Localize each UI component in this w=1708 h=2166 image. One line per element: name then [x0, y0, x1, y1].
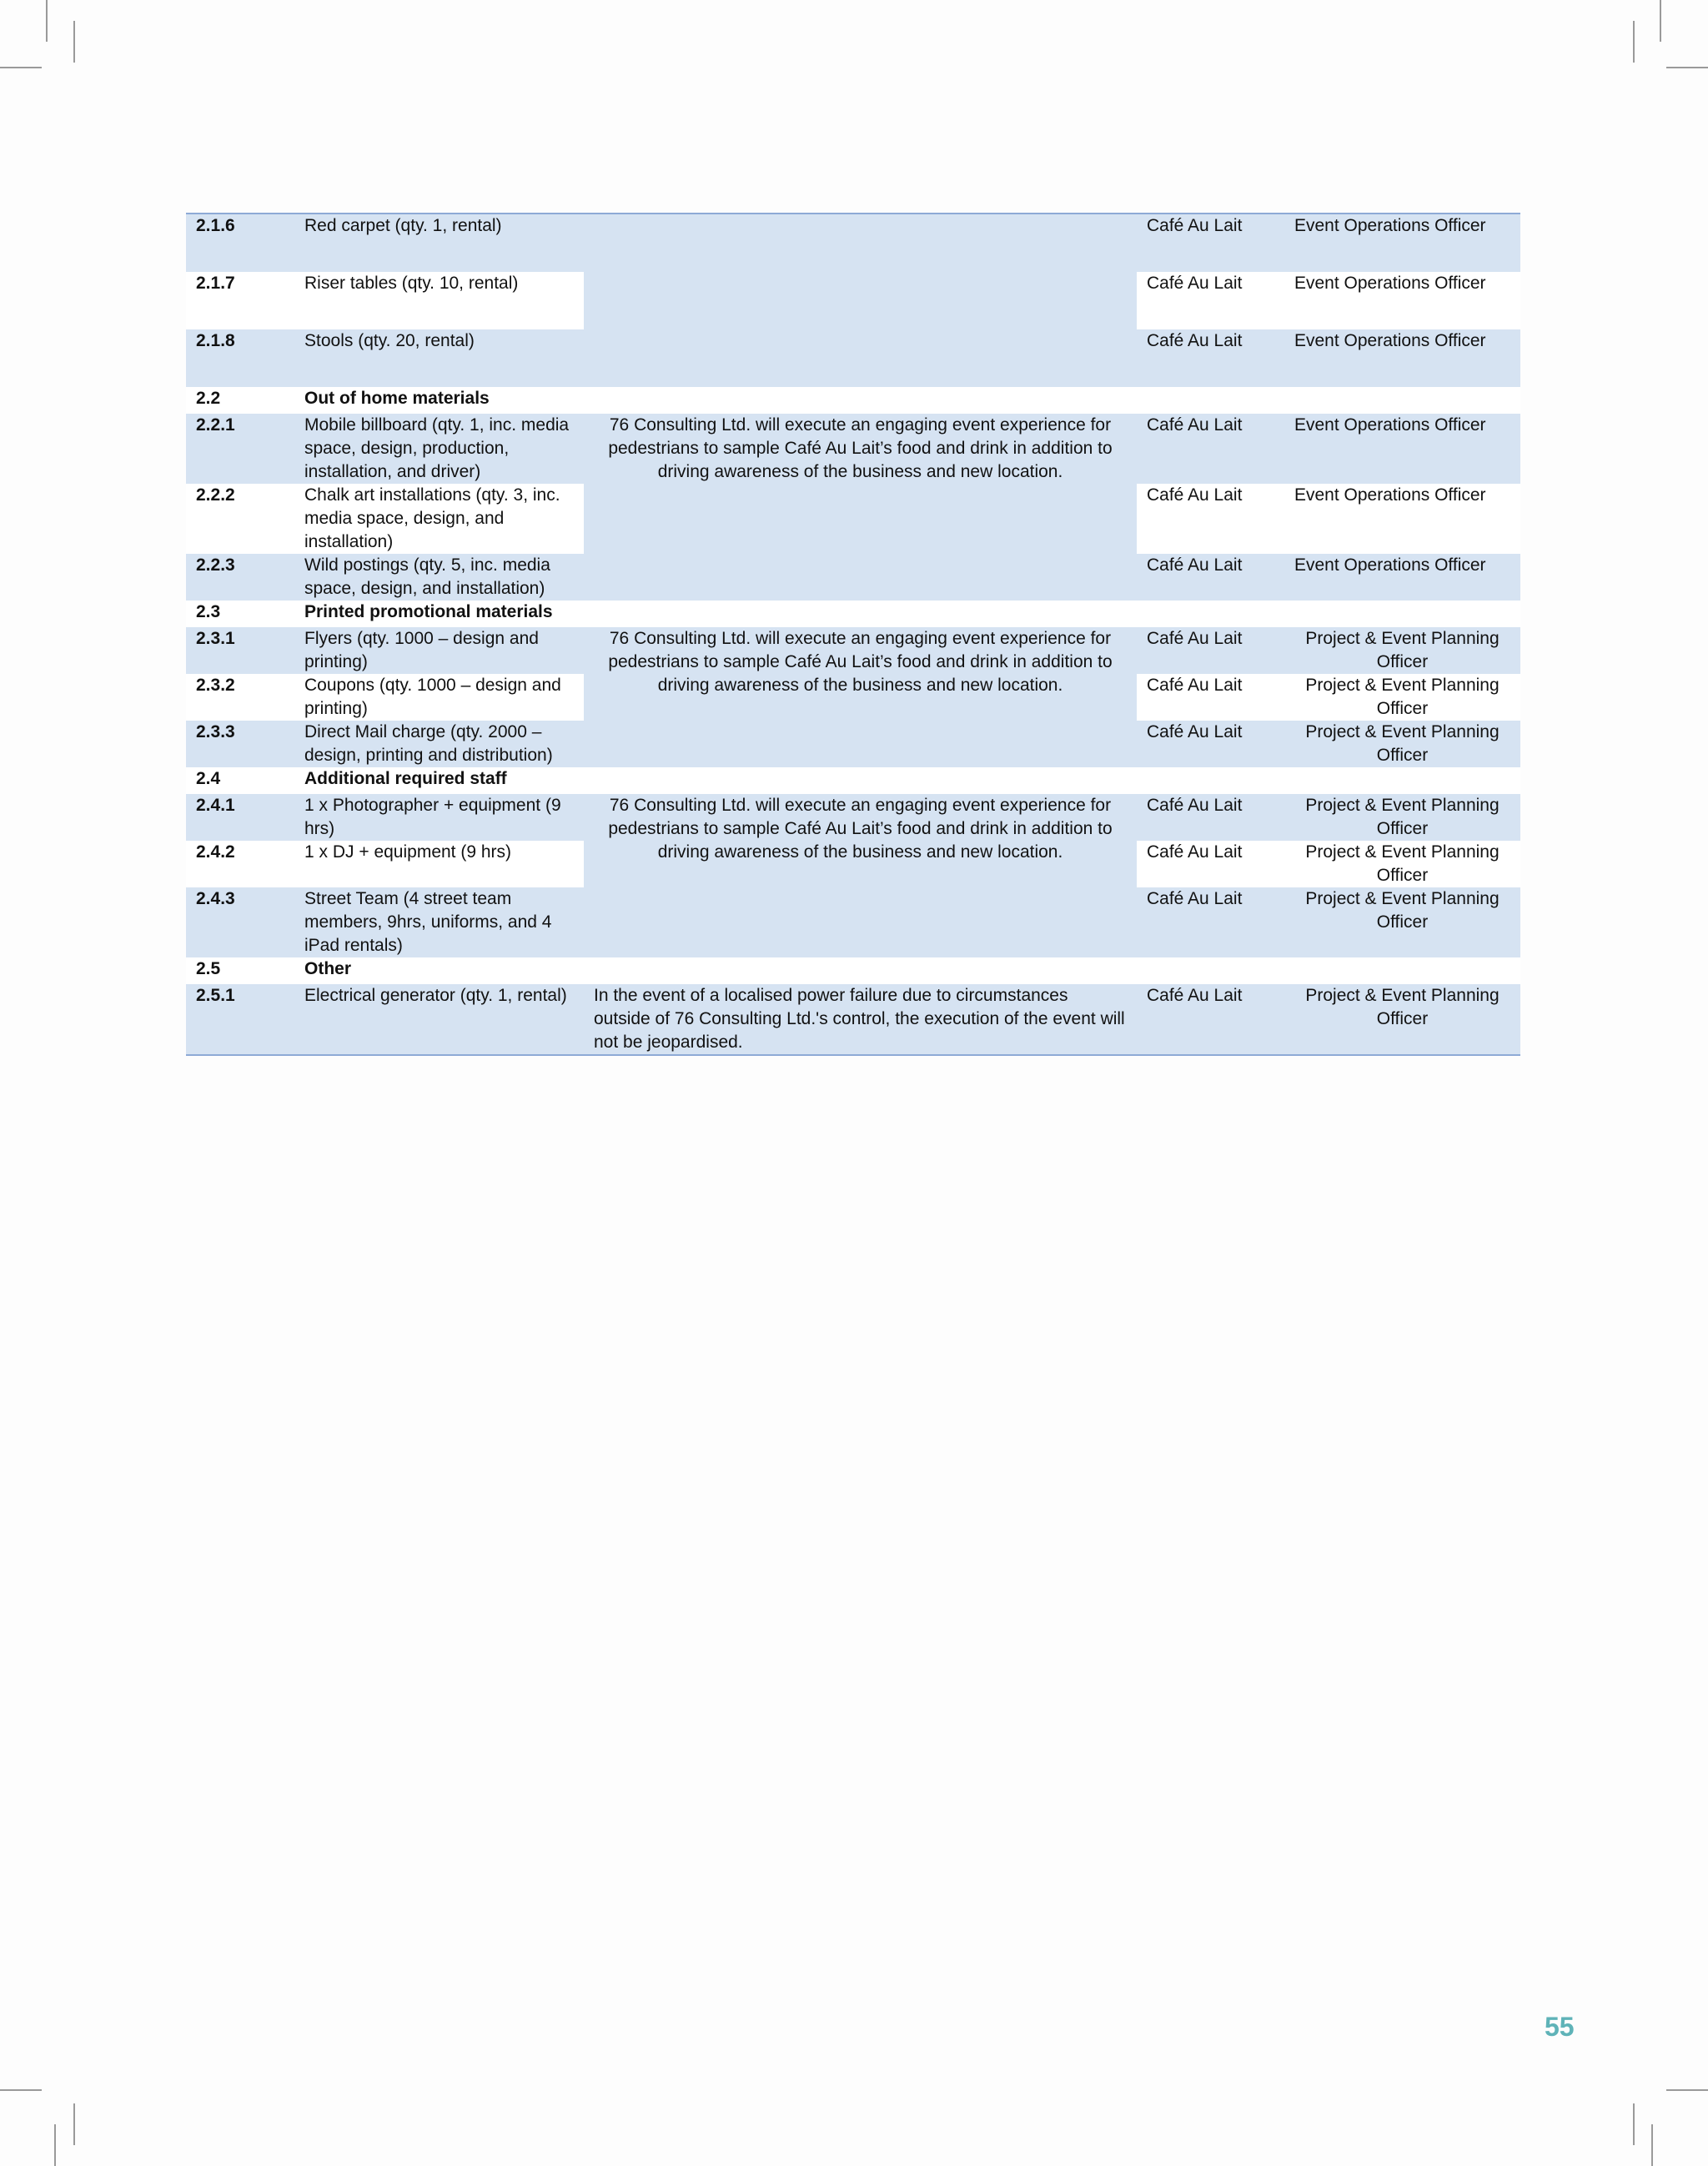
- item-number: 2.3.3: [186, 721, 294, 767]
- section-number: 2.2: [186, 387, 294, 414]
- crop-mark: [0, 67, 42, 68]
- item-number: 2.2.3: [186, 554, 294, 601]
- role-cell: Event Operations Officer: [1284, 329, 1520, 387]
- table-row: [186, 214, 1520, 272]
- section-title: Out of home materials: [294, 387, 1520, 414]
- item-description: Electrical generator (qty. 1, rental): [294, 984, 584, 1055]
- section-description: In the event of a localised power failure due to circumstances outside of 76 Consulting Ltd.'s control, the execution of the event will not be jeopardised.: [584, 984, 1137, 1055]
- crop-mark: [1651, 2124, 1653, 2166]
- section-title: Printed promotional materials: [294, 601, 1520, 627]
- role-cell: Project & Event Planning Officer: [1284, 887, 1520, 957]
- item-description: Chalk art installations (qty. 3, inc. media space, design, and installation): [294, 484, 584, 554]
- item-description: Direct Mail charge (qty. 2000 – design, printing and distribution): [294, 721, 584, 767]
- item-number: 2.5.1: [186, 984, 294, 1055]
- owner-cell: Café Au Lait: [1137, 887, 1284, 957]
- page-number: 55: [1545, 2012, 1575, 2042]
- owner-cell: Café Au Lait: [1137, 984, 1284, 1055]
- crop-mark: [73, 21, 75, 63]
- owner-cell: Café Au Lait: [1137, 272, 1284, 329]
- owner-cell: Café Au Lait: [1137, 484, 1284, 554]
- role-cell: Project & Event Planning Officer: [1284, 627, 1520, 674]
- crop-mark: [0, 2089, 42, 2091]
- crop-mark: [1633, 21, 1635, 63]
- item-description: 1 x DJ + equipment (9 hrs): [294, 841, 584, 887]
- role-cell: Event Operations Officer: [1284, 484, 1520, 554]
- item-description: Flyers (qty. 1000 – design and printing): [294, 627, 584, 674]
- role-cell: Event Operations Officer: [1284, 414, 1520, 484]
- section-description: 76 Consulting Ltd. will execute an engaging event experience for pedestrians to sample Café Au Lait’s food and drink in addition to driving awareness of the business and new location.: [584, 627, 1137, 767]
- section-row: [186, 387, 1520, 414]
- section-number: 2.5: [186, 957, 294, 984]
- item-number: 2.2.1: [186, 414, 294, 484]
- role-cell: Project & Event Planning Officer: [1284, 984, 1520, 1055]
- owner-cell: Café Au Lait: [1137, 794, 1284, 841]
- role-cell: Event Operations Officer: [1284, 272, 1520, 329]
- role-cell: Project & Event Planning Officer: [1284, 841, 1520, 887]
- description-cell: [584, 272, 1137, 329]
- responsibility-table: [186, 213, 1520, 1056]
- role-cell: Project & Event Planning Officer: [1284, 674, 1520, 721]
- item-description: Wild postings (qty. 5, inc. media space, design, and installation): [294, 554, 584, 601]
- crop-mark: [1666, 2089, 1708, 2091]
- owner-cell: Café Au Lait: [1137, 329, 1284, 387]
- item-number: 2.3.2: [186, 674, 294, 721]
- item-description: Street Team (4 street team members, 9hrs, uniforms, and 4 iPad rentals): [294, 887, 584, 957]
- owner-cell: Café Au Lait: [1137, 554, 1284, 601]
- section-row: [186, 957, 1520, 984]
- role-cell: Event Operations Officer: [1284, 214, 1520, 272]
- crop-mark: [1660, 0, 1661, 42]
- owner-cell: Café Au Lait: [1137, 674, 1284, 721]
- table-row: [186, 414, 1520, 484]
- owner-cell: Café Au Lait: [1137, 721, 1284, 767]
- item-description: 1 x Photographer + equipment (9 hrs): [294, 794, 584, 841]
- item-description: Coupons (qty. 1000 – design and printing): [294, 674, 584, 721]
- item-number: 2.1.6: [186, 214, 294, 272]
- item-number: 2.4.2: [186, 841, 294, 887]
- description-cell: [584, 214, 1137, 272]
- role-cell: Event Operations Officer: [1284, 554, 1520, 601]
- item-number: 2.4.3: [186, 887, 294, 957]
- item-description: Mobile billboard (qty. 1, inc. media space, design, production, installation, and driver): [294, 414, 584, 484]
- section-title: Other: [294, 957, 1520, 984]
- item-description: Riser tables (qty. 10, rental): [294, 272, 584, 329]
- section-description: 76 Consulting Ltd. will execute an engaging event experience for pedestrians to sample Café Au Lait’s food and drink in addition to driving awareness of the business and new location.: [584, 414, 1137, 601]
- table-row: [186, 272, 1520, 329]
- item-description: Red carpet (qty. 1, rental): [294, 214, 584, 272]
- section-number: 2.4: [186, 767, 294, 794]
- table-row: [186, 329, 1520, 387]
- section-row: [186, 601, 1520, 627]
- role-cell: Project & Event Planning Officer: [1284, 794, 1520, 841]
- section-number: 2.3: [186, 601, 294, 627]
- owner-cell: Café Au Lait: [1137, 214, 1284, 272]
- table-row: [186, 627, 1520, 674]
- section-description: 76 Consulting Ltd. will execute an engaging event experience for pedestrians to sample Café Au Lait’s food and drink in addition to driving awareness of the business and new location.: [584, 794, 1137, 957]
- item-number: 2.2.2: [186, 484, 294, 554]
- item-number: 2.3.1: [186, 627, 294, 674]
- table-row: [186, 984, 1520, 1055]
- description-cell: [584, 329, 1137, 387]
- owner-cell: Café Au Lait: [1137, 414, 1284, 484]
- role-cell: Project & Event Planning Officer: [1284, 721, 1520, 767]
- section-title: Additional required staff: [294, 767, 1520, 794]
- section-row: [186, 767, 1520, 794]
- crop-mark: [1633, 2103, 1635, 2145]
- owner-cell: Café Au Lait: [1137, 841, 1284, 887]
- owner-cell: Café Au Lait: [1137, 627, 1284, 674]
- item-number: 2.4.1: [186, 794, 294, 841]
- crop-mark: [46, 0, 48, 42]
- item-number: 2.1.8: [186, 329, 294, 387]
- crop-mark: [54, 2124, 56, 2166]
- crop-mark: [73, 2103, 75, 2145]
- crop-mark: [1666, 67, 1708, 68]
- item-number: 2.1.7: [186, 272, 294, 329]
- table-row: [186, 794, 1520, 841]
- item-description: Stools (qty. 20, rental): [294, 329, 584, 387]
